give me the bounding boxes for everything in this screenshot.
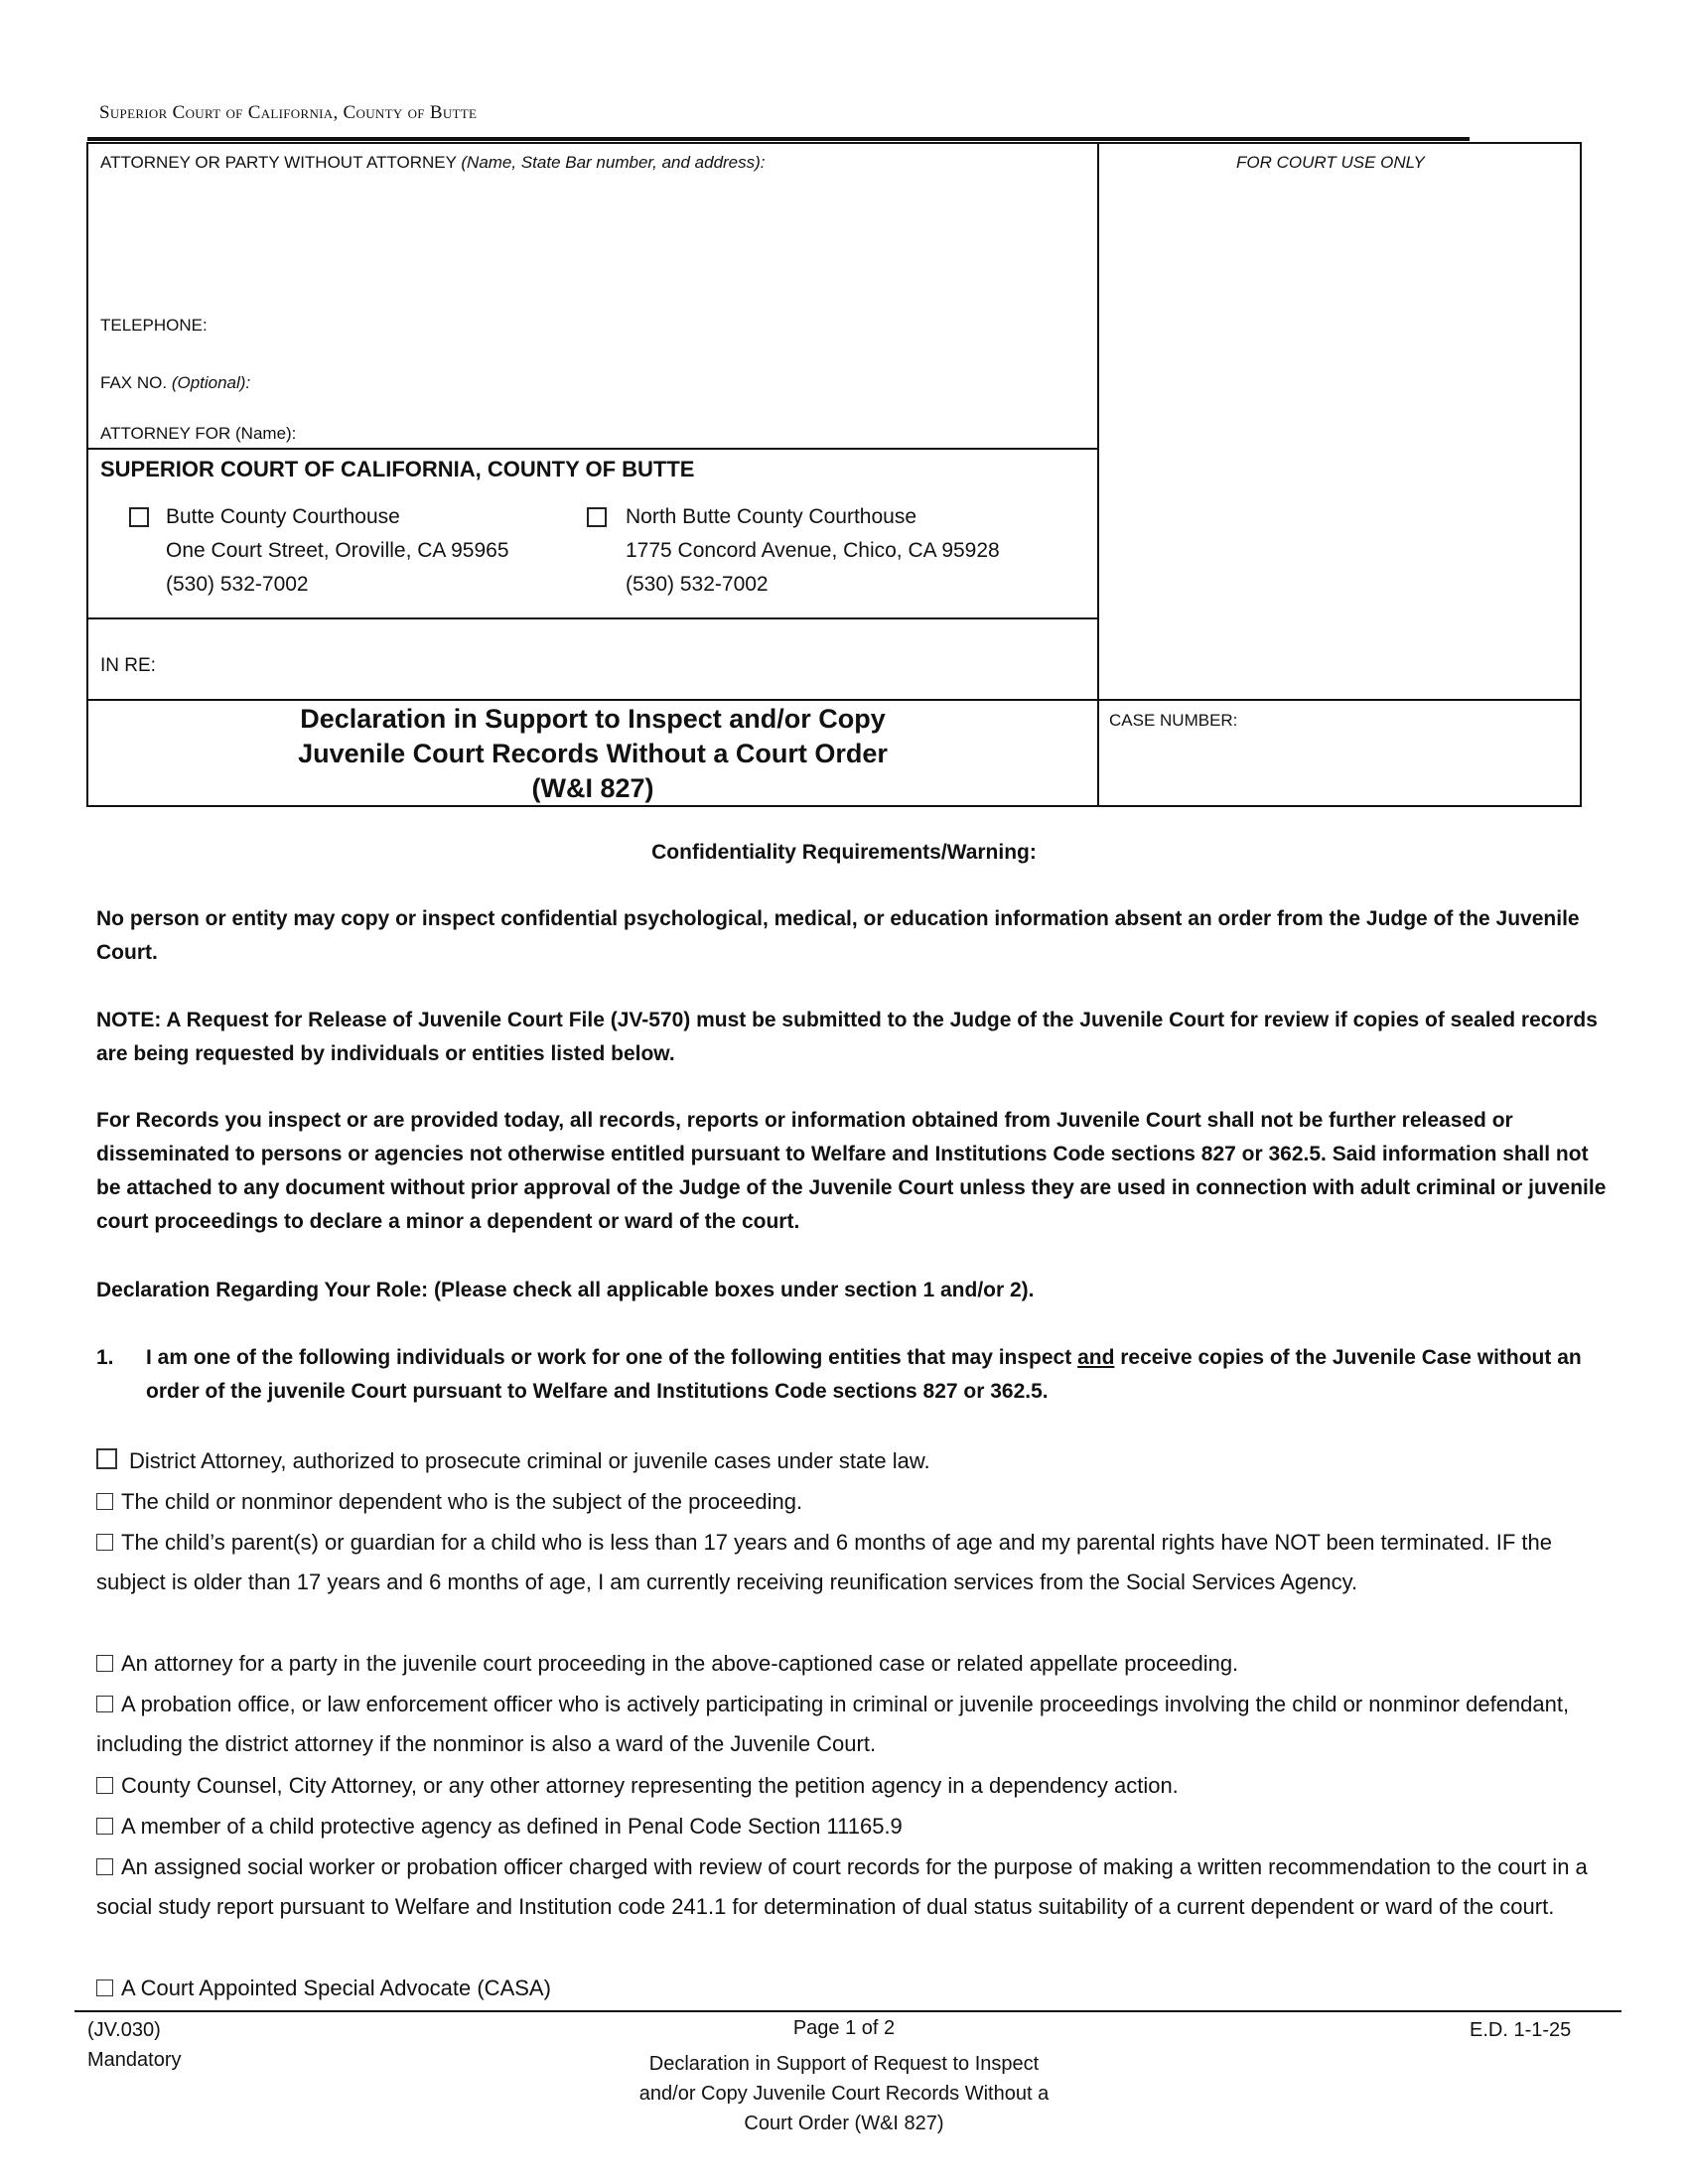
role-heading: Declaration Regarding Your Role: (Please check all applicable boxes under section 1 and/or 2). (96, 1279, 1035, 1301)
fax-label: FAX NO. (Optional): (100, 373, 251, 392)
checkbox-child-protective-agency[interactable] (96, 1818, 113, 1835)
list-item: A probation office, or law enforcement officer who is actively participating in criminal or juvenile proceedings involving the child or nonminor defendant, including the district attorney if the nonminor is also a ward of the Juvenile Court. (96, 1692, 1570, 1756)
footer-form-number: (JV.030) (87, 2019, 161, 2041)
checkbox-social-worker[interactable] (96, 1858, 113, 1875)
form-title-line-2: Juvenile Court Records Without a Court Order (298, 739, 888, 768)
checkbox-county-counsel[interactable] (96, 1777, 113, 1794)
list-item: District Attorney, authorized to prosecute criminal or juvenile cases under state law. (96, 1441, 1616, 1481)
footer-center (546, 2013, 1142, 2138)
footer-rule (74, 2010, 1621, 2012)
checkbox-parent-guardian[interactable] (96, 1534, 113, 1551)
court-name: SUPERIOR COURT OF CALIFORNIA, COUNTY OF BUTTE (100, 457, 695, 481)
section-1-number: 1. (96, 1346, 114, 1369)
confidentiality-heading: Confidentiality Requirements/Warning: (651, 841, 1037, 864)
checkbox-attorney-party[interactable] (96, 1655, 113, 1672)
attorney-for-label: ATTORNEY FOR (Name): (100, 424, 297, 443)
footer-page: Page 1 of 2 (792, 2017, 896, 2039)
list-item: County Counsel, City Attorney, or any other attorney representing the petition agency in a dependency action. (96, 1766, 1616, 1806)
courthouse-1-name: Butte County Courthouse (166, 505, 400, 528)
court-section-rule (86, 448, 1098, 450)
court-use-label: FOR COURT USE ONLY (1236, 153, 1425, 172)
telephone-label: TELEPHONE: (100, 316, 208, 335)
courthouse-1-phone: (530) 532-7002 (166, 573, 309, 596)
checkbox-child-subject[interactable] (96, 1493, 113, 1510)
in-re-label: IN RE: (100, 655, 156, 676)
paragraph-confidential-info: No person or entity may copy or inspect confidential psychological, medical, or education information absent an order from the Judge of the Juvenile Court. (96, 907, 1580, 964)
list-item: An attorney for a party in the juvenile court proceeding in the above-captioned case or related appellate proceeding. (96, 1644, 1616, 1684)
list-item: A Court Appointed Special Advocate (CASA) (96, 1969, 1616, 2008)
section-1-text: I am one of the following individuals or work for one of the following entities that may inspect and receive copies of the Juvenile Case without an order of the juvenile Court pursuant to Welfare and Institutions Code sections 827 or 362.5. (146, 1346, 1582, 1403)
footer-title-line-1: Declaration in Support of Request to Inspect (648, 2053, 1040, 2075)
footer-mandatory: Mandatory (87, 2049, 182, 2071)
case-number-label: CASE NUMBER: (1109, 711, 1238, 730)
list-item: The child’s parent(s) or guardian for a child who is less than 17 years and 6 months of age and my parental rights have NOT been terminated. IF the subject is older than 17 years and 6 months of age, I am currently receiving reunification services from the Social Services Agency. (96, 1530, 1552, 1594)
paragraph-note-jv570: NOTE: A Request for Release of Juvenile Court File (JV-570) must be submitted to the Judge of the Juvenile Court for review if copies of sealed records are being requested by individuals or entities listed below. (96, 1009, 1598, 1065)
list-item: The child or nonminor dependent who is the subject of the proceeding. (96, 1482, 1616, 1522)
courthouse-1-address: One Court Street, Oroville, CA 95965 (166, 539, 509, 562)
title-rule (86, 699, 1582, 701)
list-item: An assigned social worker or probation officer charged with review of court records for the purpose of making a written recommendation to the court in a social study report pursuant to Welfare and Institution code 241.1 for determination of dual status suitability of a current dependent or ward of the court. (96, 1854, 1588, 1919)
footer-title-line-2: and/or Copy Juvenile Court Records Without a (638, 2083, 1050, 2105)
form-title (88, 702, 1097, 806)
header-rule (87, 137, 1470, 141)
footer-title-line-3: Court Order (W&I 827) (744, 2113, 944, 2134)
attorney-label: ATTORNEY OR PARTY WITHOUT ATTORNEY (Name, State Bar number, and address): (100, 153, 766, 172)
court-header: Superior Court of California, County of Butte (99, 102, 478, 123)
courthouse-2-name: North Butte County Courthouse (626, 505, 916, 528)
checkbox-probation-law-enforcement[interactable] (96, 1696, 113, 1712)
courthouse-1 (166, 500, 509, 602)
footer-edition: E.D. 1-1-25 (1470, 2019, 1572, 2041)
footer-form-id (87, 2015, 182, 2075)
courthouse-2 (626, 500, 1000, 602)
courthouse-2-checkbox[interactable] (587, 507, 607, 527)
courthouse-1-checkbox[interactable] (129, 507, 149, 527)
form-title-line-3: (W&I 827) (531, 773, 654, 803)
caption-divider (1097, 142, 1099, 807)
courthouse-2-phone: (530) 532-7002 (626, 573, 769, 596)
courthouse-2-address: 1775 Concord Avenue, Chico, CA 95928 (626, 539, 1000, 562)
list-item: A member of a child protective agency as defined in Penal Code Section 11165.9 (96, 1807, 1616, 1846)
checkbox-casa[interactable] (96, 1979, 113, 1996)
checkbox-district-attorney[interactable] (96, 1448, 117, 1469)
paragraph-records-release: For Records you inspect or are provided today, all records, reports or information obtained from Juvenile Court shall not be further released or disseminated to persons or agencies not otherwise entitled pursuant to Welfare and Institutions Code sections 827 or 362.5. Said information shall not be attached to any document without prior approval of the Judge of the Juvenile Court unless they are used in connection with adult criminal or juvenile court proceedings to declare a minor a dependent or ward of the court. (96, 1109, 1607, 1233)
in-re-rule (86, 617, 1098, 619)
form-title-line-1: Declaration in Support to Inspect and/or Copy (300, 704, 886, 734)
